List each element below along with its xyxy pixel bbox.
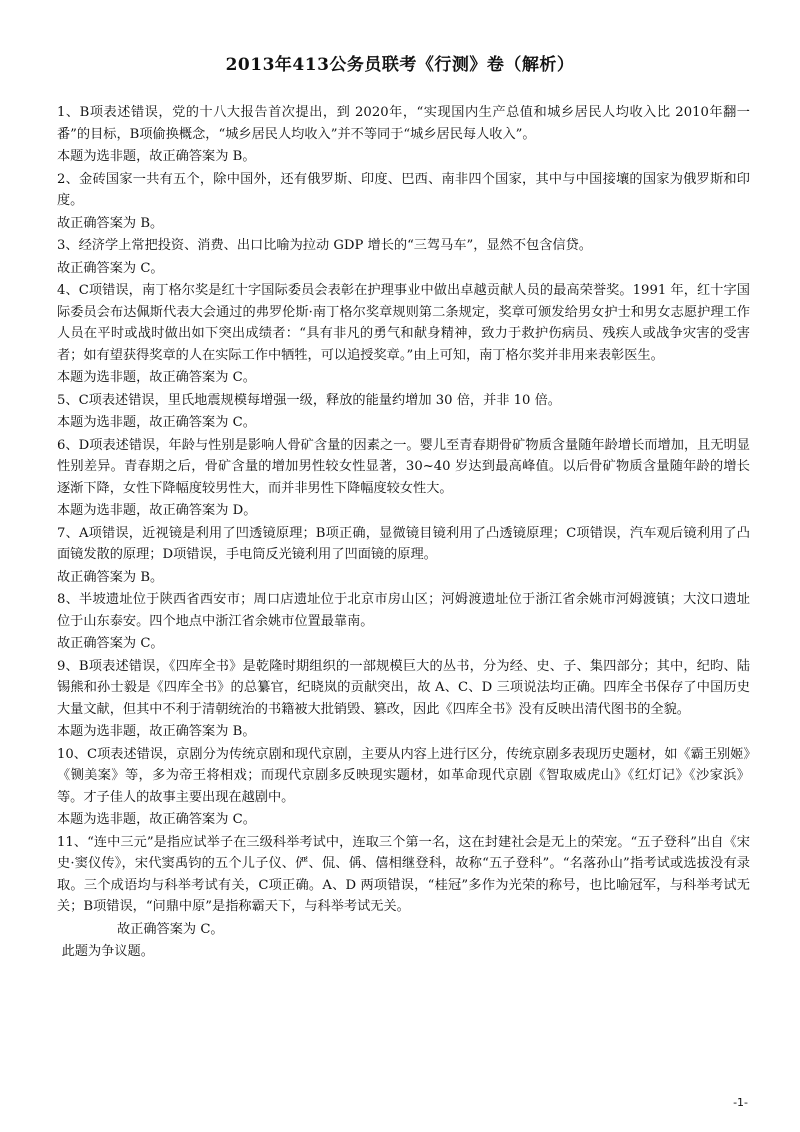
paragraph: 本题为选非题，故正确答案为 C。 — [57, 812, 256, 827]
paragraph: 5、C项表述错误，里氏地震规模每增强一级，释放的能量约增加 30 倍，并非 10 倍。 — [57, 392, 561, 408]
paragraph: 故正确答案为 C。 — [57, 636, 164, 651]
paragraph: 1、B项表述错误，党的十八大报告首次提出，到 2020年，“实现国内生产总值和城乡居民人均收入比 2010年翻一番”的目标，B项偷换概念，“城乡居民人均收入”并不等同于“城乡居民每人收入”。 — [57, 105, 750, 142]
paragraph: 故正确答案为 B。 — [57, 215, 164, 231]
paragraph — [57, 919, 750, 941]
paragraph: 4、C项错误，南丁格尔奖是红十字国际委员会表彰在护理事业中做出卓越贡献人员的最高荣誉奖。1991 年，红十字国际委员会布达佩斯代表大会通过的弗罗伦斯·南丁格尔奖章规则第二条规定，奖章可颁发给男女护士和男女志愿护理工作人员在平时或战时做出如下突出成绩者：“具有非凡的勇气和献身精神，致力于救护伤病员、残疾人或战争灾害的受害者；如有望获得奖章的人在实际工作中牺牲，可以追授奖章。”由上可知，南丁格尔奖并非用来表彰医生。 — [57, 283, 750, 363]
paragraph: 故正确答案为 B。 — [57, 569, 164, 585]
paragraph: 9、B项表述错误，《四库全书》是乾隆时期组织的一部规模巨大的丛书，分为经、史、子、集四部分；其中，纪昀、陆锡熊和孙士毅是《四库全书》的总纂官，纪晓岚的贡献突出，故 A、C、D 三项说法均正确。四库全书保存了中国历史大量文献，但其中不利于清朝统治的书籍被大批销毁、篡改，因此《四库全书》没有反映出清代图书的全貌。 — [57, 658, 750, 717]
paragraph: 此题为争议题。 — [61, 944, 154, 959]
paragraph-text: 故正确答案为 C。 — [117, 921, 224, 937]
paragraph: 故正确答案为 C。 — [57, 260, 164, 276]
page-number: -1- — [733, 1096, 748, 1109]
paragraph: 本题为选非题，故正确答案为 C。 — [57, 415, 256, 430]
paragraph: 11、“连中三元”是指应试举子在三级科举考试中，连取三个第一名，这在封建社会是无上的荣宠。“五子登科”出自《宋史·窦仪传》，宋代窦禹钧的五个儿子仪、俨、侃、偁、僖相继登科，故称“五子登科”。“名落孙山”指考试或选拔没有录取。三个成语均与科举考试有关，C项正确。A、D 两项错误，“桂冠”多作为光荣的称号，也比喻冠军，与科举考试无关；B项错误，“问鼎中原”是指称霸天下，与科举考试无关。 — [57, 834, 750, 914]
document-body — [57, 102, 750, 963]
paragraph: 6、D项表述错误，年龄与性别是影响人骨矿含量的因素之一。婴儿至青春期骨矿物质含量随年龄增长而增加，且无明显性别差异。青春期之后，骨矿含量的增加男性较女性显著，30~40 岁达到最高峰值。以后骨矿物质含量随年龄的增长逐渐下降，女性下降幅度较男性大，而并非男性下降幅度较女性大。 — [57, 437, 750, 496]
paragraph: 本题为选非题，故正确答案为 B。 — [57, 724, 256, 739]
paragraph: 3、经济学上常把投资、消费、出口比喻为拉动 GDP 增长的“三驾马车”，显然不包含信贷。 — [57, 238, 592, 253]
paragraph: 7、A项错误，近视镜是利用了凹透镜原理；B项正确，显微镜目镜利用了凸透镜原理；C项错误，汽车观后镜利用了凸面镜发散的原理；D项错误，手电筒反光镜利用了凹面镜的原理。 — [57, 525, 750, 562]
paragraph: 本题为选非题，故正确答案为 D。 — [57, 503, 257, 518]
paragraph: 本题为选非题，故正确答案为 B。 — [57, 149, 256, 164]
document-title: 2013年413公务员联考《行测》卷（解析） — [225, 55, 575, 75]
paragraph: 8、半坡遗址位于陕西省西安市；周口店遗址位于北京市房山区；河姆渡遗址位于浙江省余姚市河姆渡镇；大汶口遗址位于山东泰安。四个地点中浙江省余姚市位置最靠南。 — [57, 592, 750, 629]
paragraph: 10、C项表述错误，京剧分为传统京剧和现代京剧，主要从内容上进行区分，传统京剧多表现历史题材，如《霸王别姬》《铡美案》等，多为帝王将相戏；而现代京剧多反映现实题材，如革命现代京剧《智取威虎山》《红灯记》《沙家浜》等。才子佳人的故事主要出现在越剧中。 — [57, 746, 750, 805]
paragraph: 2、金砖国家一共有五个，除中国外，还有俄罗斯、印度、巴西、南非四个国家，其中与中国接壤的国家为俄罗斯和印度。 — [57, 171, 750, 208]
paragraph: 本题为选非题，故正确答案为 C。 — [57, 370, 256, 385]
